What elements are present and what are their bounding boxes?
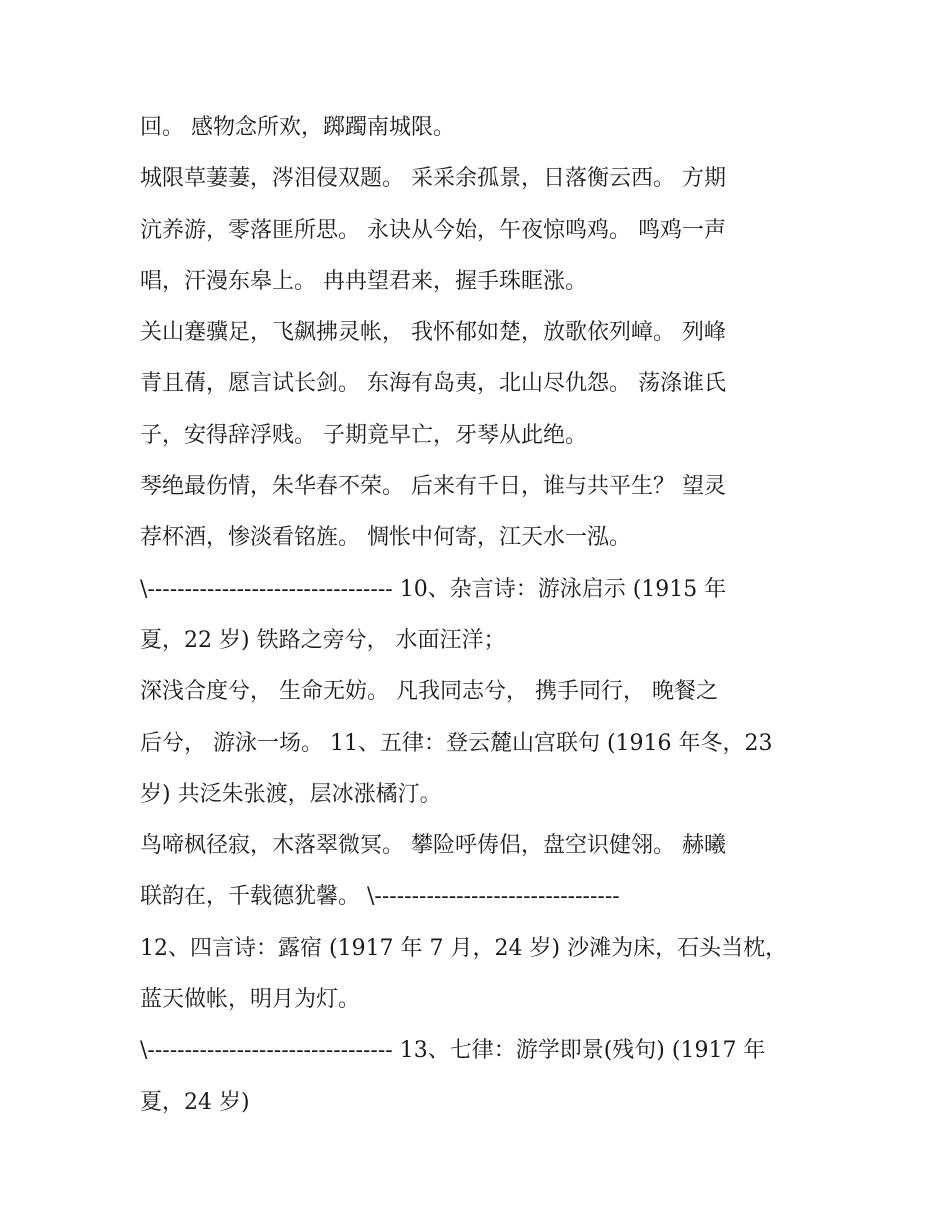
text-line: 夏，24 岁): [140, 1089, 250, 1115]
text-line: 联韵在，千载德犹馨。 \---------------------------------: [140, 884, 620, 910]
text-line: 鸟啼枫径寂，木落翠微冥。 攀险呼俦侣，盘空识健翎。 赫曦: [140, 833, 726, 859]
text-line: \--------------------------------- 10、杂言诗：游泳启示 (1915 年: [140, 576, 727, 602]
text-line: 荐杯酒，惨淡看铭旌。 惆怅中何寄，江天水一泓。: [140, 525, 631, 551]
text-line: 夏，22 岁) 铁路之旁兮， 水面汪洋；: [140, 627, 506, 653]
text-line: 城限草萋萋，涔泪侵双题。 采采余孤景，日落衡云西。 方期: [140, 166, 726, 192]
text-line: 沆养游，零落匪所思。 永诀从今始，午夜惊鸣鸡。 鸣鸡一声: [140, 217, 726, 243]
paragraph: [140, 564, 820, 667]
paragraph: [140, 923, 820, 1026]
paragraph: [140, 307, 820, 461]
text-line: 唱，汗漫东皋上。 冉冉望君来，握手珠眶涨。: [140, 268, 587, 294]
text-line: \--------------------------------- 13、七律：游学即景(残句) (1917 年: [140, 1038, 766, 1064]
paragraph: [140, 820, 820, 923]
text-line: 青且蒨，愿言试长剑。 东海有岛夷，北山尽仇怨。 荡涤谁氏: [140, 371, 726, 397]
text-line: 蓝天做帐，明月为灯。: [140, 987, 361, 1013]
paragraph: [140, 666, 820, 820]
text-line: 岁) 共泛朱张渡，层冰涨橘汀。: [140, 781, 442, 807]
text-line: 深浅合度兮， 生命无妨。 凡我同志兮， 携手同行， 晚餐之: [140, 679, 718, 705]
paragraph: [140, 102, 820, 153]
paragraph: [140, 1025, 820, 1128]
paragraph: [140, 153, 820, 307]
paragraph: [140, 461, 820, 564]
document-page: [140, 102, 820, 1128]
text-line: 12、四言诗：露宿 (1917 年 7 月，24 岁) 沙滩为床，石头当枕，: [140, 935, 788, 961]
text-line: 后兮， 游泳一场。 11、五律：登云麓山宫联句 (1916 年冬，23: [140, 730, 773, 756]
text-line: 琴绝最伤情，朱华春不荣。 后来有千日，谁与共平生？ 望灵: [140, 474, 726, 500]
text-line: 关山蹇骥足，飞飙拂灵帐， 我怀郁如楚，放歌依列嶂。 列峰: [140, 320, 726, 346]
text-line: 回。 感物念所欢，踯躅南城限。: [140, 115, 455, 140]
text-line: 子，安得辞浮贱。 子期竟早亡，牙琴从此绝。: [140, 422, 587, 448]
